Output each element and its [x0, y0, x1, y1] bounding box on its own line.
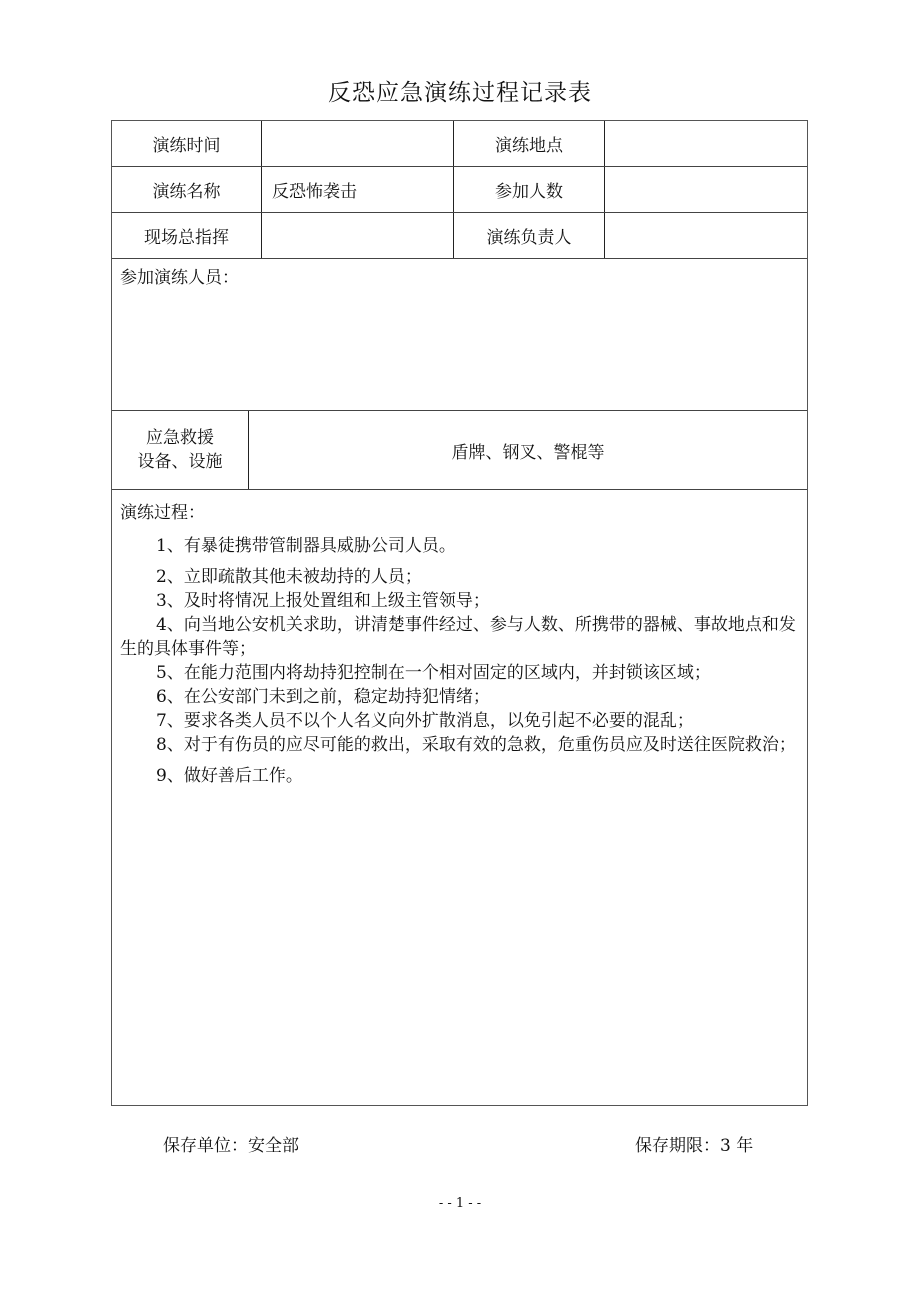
label-drill-time: 演练时间	[112, 121, 262, 166]
process-step: 6、在公安部门未到之前，稳定劫持犯情绪；	[156, 687, 490, 707]
storage-period: 保存期限：3 年	[635, 1136, 754, 1156]
field-drill-location[interactable]	[605, 121, 807, 166]
field-drill-leader[interactable]	[605, 213, 807, 258]
equipment-section	[112, 411, 807, 490]
table-row	[112, 121, 807, 167]
field-site-commander[interactable]	[262, 213, 454, 258]
field-drill-name[interactable]: 反恐怖袭击	[262, 167, 454, 212]
field-participant-count[interactable]	[605, 167, 807, 212]
process-step: 8、对于有伤员的应尽可能的救出，采取有效的急救，危重伤员应及时送往医院救治；	[156, 735, 796, 755]
equipment-label-line1: 应急救援	[146, 428, 214, 448]
field-drill-time[interactable]	[262, 121, 454, 166]
process-step: 2、立即疏散其他未被劫持的人员；	[156, 567, 422, 587]
equipment-value: 盾牌、钢叉、警棍等	[451, 442, 605, 463]
label-drill-location: 演练地点	[454, 121, 605, 166]
label-drill-name: 演练名称	[112, 167, 262, 212]
process-section	[112, 490, 807, 1105]
record-table	[111, 120, 808, 1106]
process-step: 5、在能力范围内将劫持犯控制在一个相对固定的区域内，并封锁该区域；	[156, 663, 711, 683]
process-step: 4、向当地公安机关求助，讲清楚事件经过、参与人数、所携带的器械、事故地点和发生的具体事件等；	[120, 615, 796, 659]
process-step: 1、有暴徒携带管制器具威胁公司人员。	[156, 536, 456, 556]
page-number: - - 1 - -	[438, 1196, 482, 1211]
label-site-commander: 现场总指挥	[112, 213, 262, 258]
table-row	[112, 167, 807, 213]
participants-label: 参加演练人员：	[120, 268, 239, 288]
process-step: 9、做好善后工作。	[156, 766, 303, 786]
table-row	[112, 213, 807, 259]
document-title: 反恐应急演练过程记录表	[328, 80, 592, 106]
process-label: 演练过程：	[120, 503, 205, 523]
process-step: 7、要求各类人员不以个人名义向外扩散消息，以免引起不必要的混乱；	[156, 711, 694, 731]
equipment-label-line2: 设备、设施	[137, 452, 223, 472]
label-drill-leader: 演练负责人	[454, 213, 605, 258]
participants-section	[112, 259, 807, 411]
process-step: 3、及时将情况上报处置组和上级主管领导；	[156, 591, 490, 611]
label-participant-count: 参加人数	[454, 167, 605, 212]
storage-unit: 保存单位：安全部	[163, 1136, 299, 1156]
equipment-label	[112, 411, 249, 489]
process-steps	[120, 534, 799, 788]
